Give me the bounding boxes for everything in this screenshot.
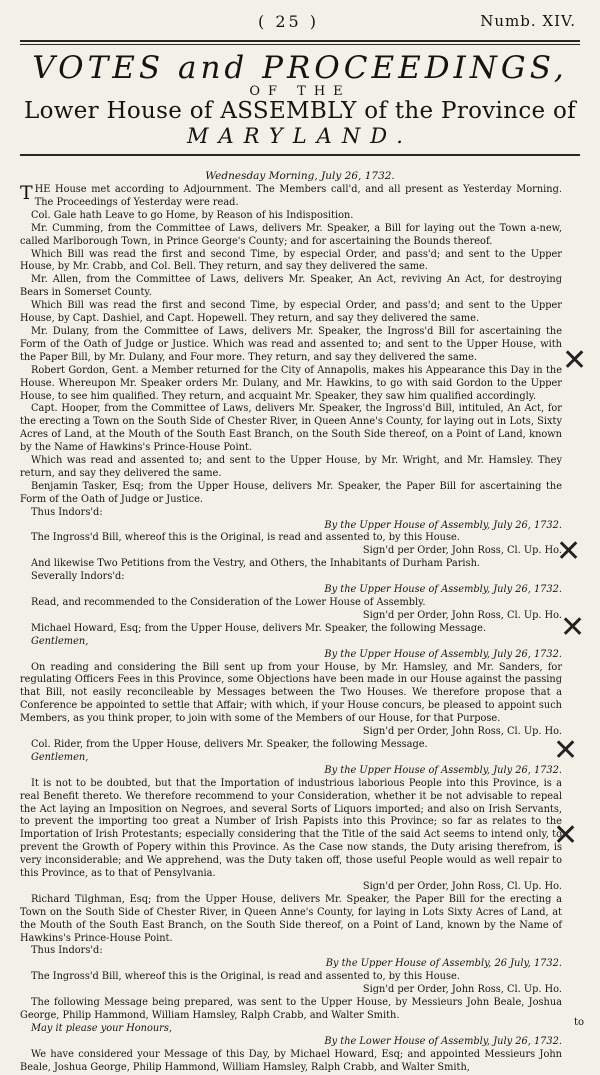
handwritten-x-mark: ✕ bbox=[560, 610, 586, 645]
thus-indorsed: Thus Indors'd: bbox=[31, 945, 103, 957]
clerk-signature: Sign'd per Order, John Ross, Cl. Up. Ho. bbox=[362, 545, 562, 557]
thus-indorsed: Thus Indors'd: bbox=[31, 506, 103, 518]
ingrossed-line: The Ingross'd Bill, whereof this is the Original, is read and assented to, by this House. bbox=[31, 971, 460, 983]
paragraph: Which Bill was read the first and second Time, by especial Order, and pass'd; and sent to the Upper House, by Capt. Dashiel, and Capt. Hopewell. They return, and say they delivered the same. bbox=[20, 300, 562, 325]
header-rule-thin bbox=[20, 44, 580, 45]
upper-house-date: By the Upper House of Assembly, July 26, 1732. bbox=[324, 764, 562, 776]
rider-intro: Col. Rider, from the Upper House, delivers Mr. Speaker, the following Message. bbox=[31, 738, 428, 750]
handwritten-x-mark: ✕ bbox=[556, 534, 582, 569]
paragraph: Which Bill was read the first and second Time, by especial Order, and pass'd; and sent to the Upper House, by Mr. Crabb, and Col. Bell. They return, and say they delivered the same. bbox=[20, 248, 562, 273]
opening-paragraph bbox=[20, 184, 562, 210]
handwritten-x-mark: ✕ bbox=[553, 733, 579, 768]
date-heading: Wednesday Morning, July 26, 1732. bbox=[205, 170, 395, 182]
paragraph-text: HE House met according to Adjournment. The Members call'd, and all present as Yesterday Morning. The Proceedings of Yesterday were read. bbox=[34, 184, 562, 208]
clerk-signature: Sign'd per Order, John Ross, Cl. Up. Ho. bbox=[362, 609, 562, 621]
lower-house-date: By the Lower House of Assembly, July 26, 1732. bbox=[324, 1035, 562, 1047]
title-rule bbox=[20, 154, 580, 156]
petitions-paragraph: And likewise Two Petitions from the Vestry, and Others, the Inhabitants of Durham Parish. bbox=[31, 558, 481, 570]
title-maryland: MARYLAND. bbox=[187, 124, 413, 148]
recommended-line: Read, and recommended to the Consideration of the Lower House of Assembly. bbox=[31, 597, 426, 608]
handwritten-x-mark: ✕ bbox=[562, 343, 588, 378]
howard-intro: Michael Howard, Esq; from the Upper House, delivers Mr. Speaker, the following Message. bbox=[31, 622, 487, 634]
page-header bbox=[20, 8, 580, 32]
paragraph: Benjamin Tasker, Esq; from the Upper House, delivers Mr. Speaker, the Paper Bill for ascertaining the Form of the Oath of Judge or Justice. bbox=[20, 480, 562, 505]
paragraph: Robert Gordon, Gent. a Member returned for the City of Annapolis, makes his Appearance this Day in the House. Whereupon Mr. Speaker orders Mr. Dulany, and Mr. Hawkins, to go with said Gordon to the Upper House, to see him qualified. They return, and acquaint Mr. Speaker, they saw him qualified accordingly. bbox=[20, 364, 562, 402]
salutation: May it please your Honours, bbox=[31, 1022, 173, 1034]
paragraph: Col. Gale hath Leave to go Home, by Reason of his Indisposition. bbox=[31, 209, 354, 221]
clerk-signature: Sign'd per Order, John Ross, Cl. Up. Ho. bbox=[362, 984, 562, 996]
handwritten-x-mark: ✕ bbox=[553, 818, 579, 853]
clerk-signature: Sign'd per Order, John Ross, Cl. Up. Ho. bbox=[362, 880, 562, 892]
title-of-the: OF THE bbox=[249, 84, 351, 99]
message-text: On reading and considering the Bill sent up from your House, by Mr. Hamsley, and Mr. Sanders, for regulating Officers Fees in this Province, some Objections have been made in our House against the passing that Bill, not easily reconcileable by Messages between the Two Houses. We therefore propose that a Conference be appointed to settle that Affair; with which, if your House concurs, be pleased to appoint such Members, as you think proper, to join with some of the Members of our House, for that Purpose. bbox=[20, 661, 562, 725]
message-text: It is not to be doubted, but that the Importation of industrious laborious People into this Province, is a real Benefit thereto. We therefore recommend to your Consideration, whether it be not advisable to repeal the Act laying an Imposition on Negroes, and several Sorts of Liquors imported; and also on Irish Servants, to prevent the importing too great a Number of Irish Papists into this Province; so far as relates to the Importation of Irish Protestants; especially considering that the Title of the said Act seems to intend only, to prevent the Growth of Popery within this Province. As the Case now stands, the Duty arising therefrom, is very inconsiderable; and We apprehend, was the Duty taken off, those useful People would as well repair to this Province, as to that of Pensylvania. bbox=[20, 777, 562, 880]
salutation: Gentlemen, bbox=[31, 751, 89, 763]
upper-house-date: By the Upper House of Assembly, 26 July, 1732. bbox=[325, 958, 562, 970]
paragraph: Mr. Allen, from the Committee of Laws, delivers Mr. Speaker, An Act, reviving An Act, for destroying Bears in Somerset County. bbox=[20, 274, 562, 299]
catchword: to bbox=[573, 1017, 584, 1028]
paragraph: Mr. Cumming, from the Committee of Laws, delivers Mr. Speaker, a Bill for laying out the Town a-new, called Marlborough Town, in Prince George's County; and for ascertaining the Bounds thereof. bbox=[20, 222, 562, 247]
page-number: ( 25 ) bbox=[258, 12, 320, 31]
proceedings-body bbox=[20, 184, 580, 1075]
upper-house-date: By the Upper House of Assembly, July 26, 1732. bbox=[324, 519, 562, 531]
severally-indorsed: Severally Indors'd: bbox=[31, 571, 125, 583]
paragraph: Mr. Dulany, from the Committee of Laws, delivers Mr. Speaker, the Ingross'd Bill for ascertaining the Form of the Oath of Judge or Justice. Which was read and assented to; and sent to the Upper House, with the Paper Bill, by Mr. Dulany, and Four more. They return, and say they delivered the same. bbox=[20, 325, 562, 363]
salutation: Gentlemen, bbox=[31, 635, 89, 647]
header-rule bbox=[20, 40, 580, 42]
message-sent-paragraph: The following Message being prepared, was sent to the Upper House, by Messieurs John Beale, Joshua George, Philip Hammond, William Hamsley, Ralph Crabb, and Walter Smith. bbox=[20, 997, 562, 1021]
tilghman-intro: Richard Tilghman, Esq; from the Upper House, delivers Mr. Speaker, the Paper Bill for the erecting a Town on the South Side of Chester River, in Queen Anne's County, for laying in Lots Sixty Acres of Land, at the Mouth of the South East Branch, on the South Side thereof, on a Point of Land, known by the Name of Hawkins's Prince-House Point. bbox=[20, 893, 562, 944]
drop-cap: T bbox=[20, 182, 33, 204]
ingrossed-line: The Ingross'd Bill, whereof this is the Original, is read and assented to, by this House. bbox=[31, 532, 460, 544]
title-votes: VOTES and PROCEEDINGS, bbox=[32, 50, 568, 86]
issue-number: Numb. XIV. bbox=[480, 12, 576, 30]
upper-house-date: By the Upper House of Assembly, July 26, 1732. bbox=[324, 648, 562, 660]
paragraph: Which was read and assented to; and sent to the Upper House, by Mr. Wright, and Mr. Hamsley. They return, and say they delivered the same. bbox=[20, 455, 562, 479]
paragraph: Capt. Hooper, from the Committee of Laws, delivers Mr. Speaker, the Ingross'd Bill, intituled, An Act, for the erecting a Town on the South Side of Chester River, in Queen Anne's County, for laying out in Lots, Sixty Acres of Land, at the Mouth of the South East Branch, on the South Side thereof, on a Point of Land, known by the Name of Hawkins's Prince-House Point. bbox=[20, 403, 562, 454]
clerk-signature: Sign'd per Order, John Ross, Cl. Up. Ho. bbox=[362, 726, 562, 738]
upper-house-date: By the Upper House of Assembly, July 26, 1732. bbox=[324, 584, 562, 596]
title-lower-house: Lower House of ASSEMBLY of the Province of bbox=[24, 98, 576, 124]
final-message: We have considered your Message of this Day, by Michael Howard, Esq; and appointed Messieurs John Beale, Joshua George, Philip Hammond, William Hamsley, Ralph Crabb, and Walter Smith, bbox=[20, 1048, 562, 1073]
